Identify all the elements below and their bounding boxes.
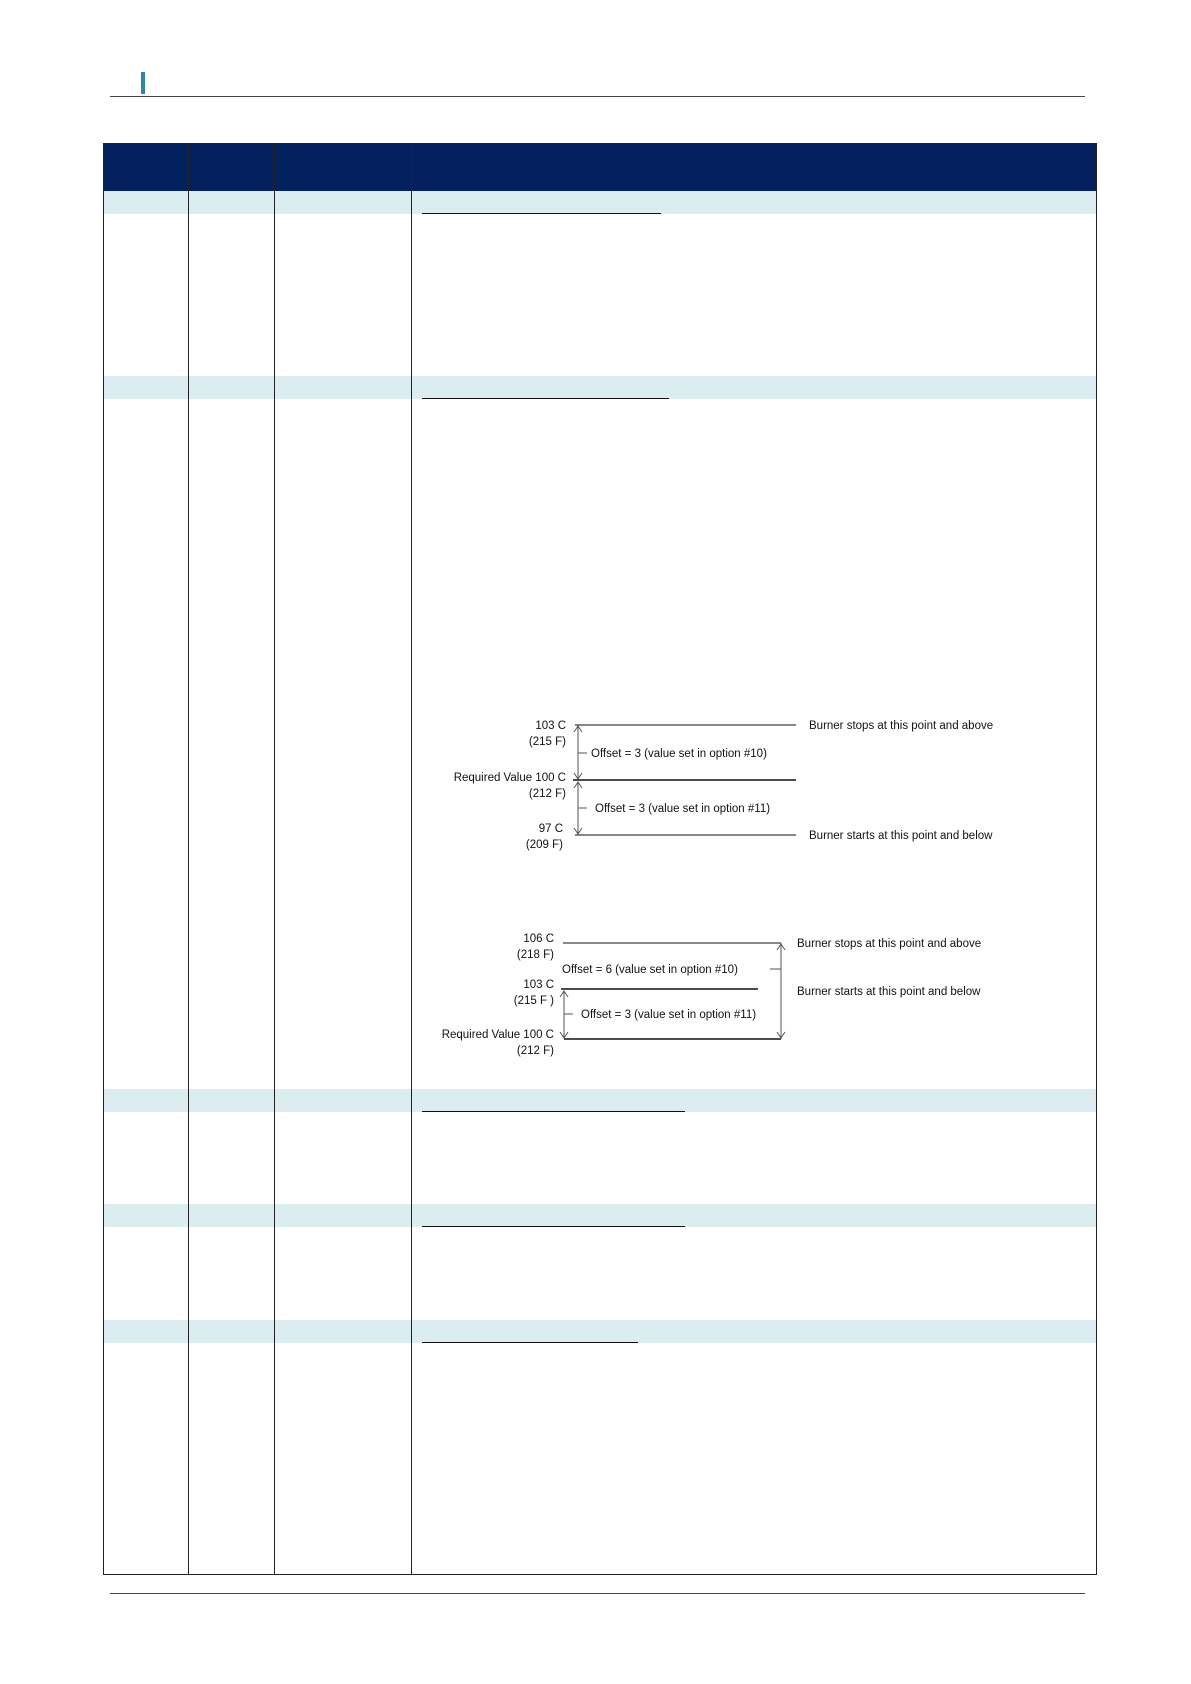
row-band (104, 1320, 1096, 1343)
required-temp-c: Required Value 100 C (441, 1029, 554, 1041)
footer-rule (110, 1593, 1085, 1594)
burner-stops-label: Burner stops at this point and above (797, 938, 982, 950)
header-rule (110, 96, 1085, 97)
offset-upper-label: Offset = 6 (value set in option #10) (562, 964, 738, 976)
required-temp-f: (212 F) (516, 1045, 554, 1057)
burner-starts-label: Burner starts at this point and below (797, 986, 981, 998)
offset-lower-label: Offset = 3 (value set in option #11) (581, 1009, 757, 1021)
section-heading-underline (422, 213, 661, 214)
burner-stops-label: Burner stops at this point and above (809, 720, 994, 732)
column-divider (188, 144, 189, 1574)
upper-temp-f: (215 F) (528, 736, 566, 748)
options-table (103, 143, 1097, 1575)
upper-temp-f: (218 F) (516, 949, 554, 961)
required-temp-f: (212 F) (528, 788, 566, 800)
table-header (104, 144, 1096, 191)
offset-diagram-1 (420, 708, 1040, 858)
column-divider (274, 144, 275, 1574)
section-heading-underline (422, 1226, 685, 1227)
arrowheads (560, 944, 785, 1038)
lower-temp-c: 97 C (538, 823, 563, 835)
section-heading-underline (422, 1342, 638, 1343)
row-band (104, 376, 1096, 399)
mid-temp-c: 103 C (523, 979, 554, 991)
section-heading-underline (422, 398, 669, 399)
row-band (104, 1204, 1096, 1227)
offset-lower-label: Offset = 3 (value set in option #11) (595, 803, 771, 815)
offset-diagram-2 (420, 925, 1040, 1065)
header-accent-bar (141, 72, 145, 94)
row-band (104, 1089, 1096, 1112)
lower-temp-f: (209 F) (525, 839, 563, 851)
mid-temp-f: (215 F ) (513, 995, 554, 1007)
upper-temp-c: 103 C (535, 720, 566, 732)
required-temp-c: Required Value 100 C (453, 772, 566, 784)
column-divider (411, 144, 412, 1574)
burner-starts-label: Burner starts at this point and below (809, 830, 993, 842)
section-heading-underline (422, 1111, 685, 1112)
offset-upper-label: Offset = 3 (value set in option #10) (591, 748, 767, 760)
upper-temp-c: 106 C (523, 933, 554, 945)
row-band (104, 191, 1096, 214)
